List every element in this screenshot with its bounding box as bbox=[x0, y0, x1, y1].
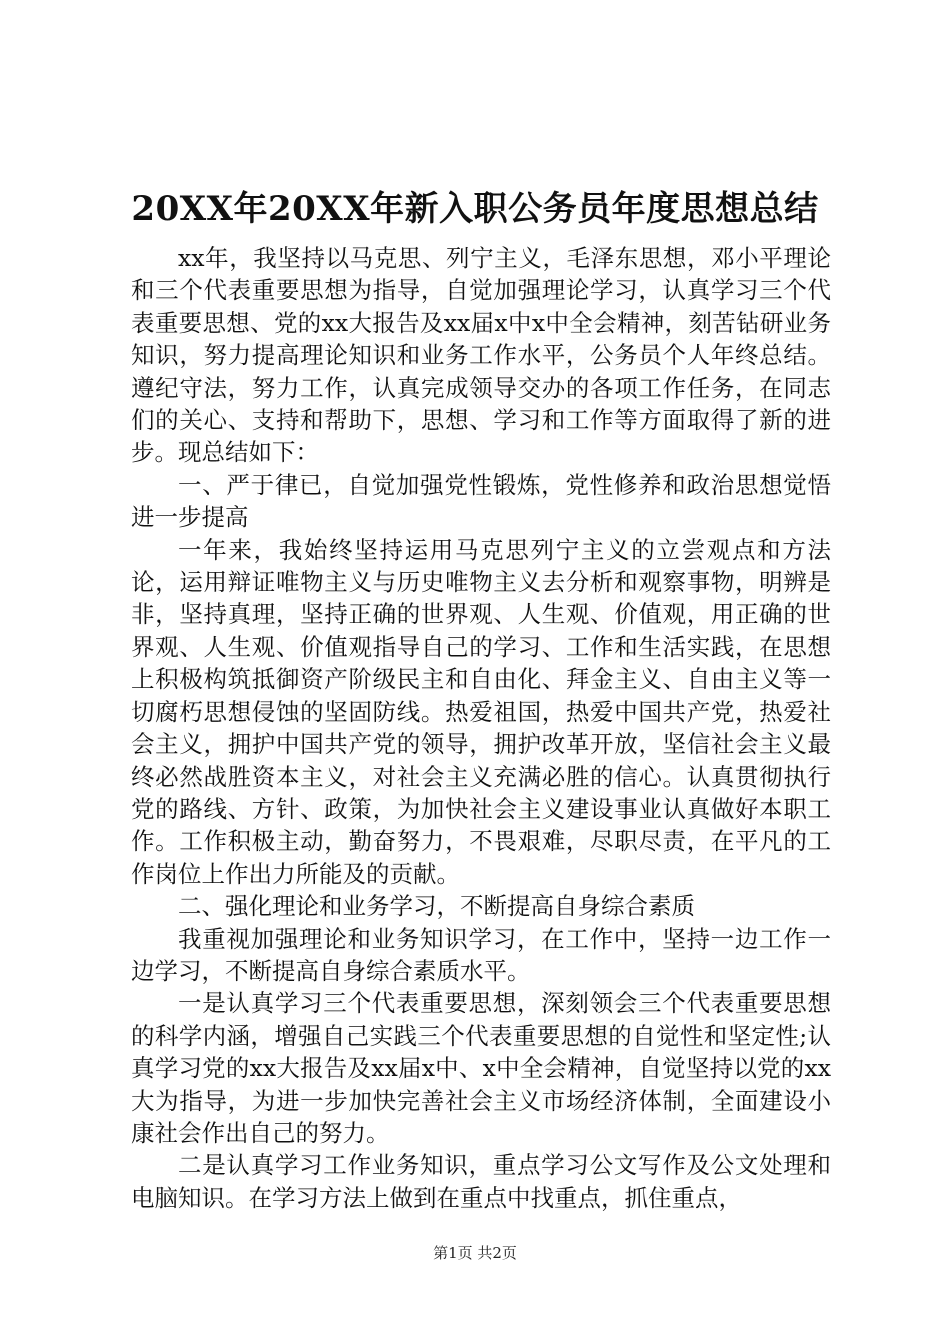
section-heading-1: 一、严于律已，自觉加强党性锻炼，党性修养和政治思想觉悟进一步提高 bbox=[131, 470, 831, 532]
section-heading-2: 二、强化理论和业务学习，不断提高自身综合素质 bbox=[178, 892, 695, 921]
paragraph-section-1: 一年来，我始终坚持运用马克思列宁主义的立尝观点和方法论，运用辩证唯物主义与历史唯物主义去分析和观察事物，明辨是非，坚持真理，坚持正确的世界观、人生观、价值观，用正确的世界观、人生观、价值观指导自己的学习、工作和生活实践，在思想上积极构筑抵御资产阶级民主和自由化、拜金主义、自由主义等一切腐朽思想侵蚀的坚固防线。热爱祖国，热爱中国共产党，热爱社会主义，拥护中国共产党的领导，拥护改革开放，坚信社会主义最终必然战胜资本主义，对社会主义充满必胜的信心。认真贯彻执行党的路线、方针、政策，为加快社会主义建设事业认真做好本职工作。工作积极主动，勤奋努力，不畏艰难，尽职尽责，在平凡的工作岗位上作出力所能及的贡献。 bbox=[131, 535, 831, 888]
paragraph-intro: xx年，我坚持以马克思、列宁主义，毛泽东思想，邓小平理论和三个代表重要思想为指导，自觉加强理论学习，认真学习三个代表重要思想、党的xx大报告及xx届x中x中全会精神，刻苦钻研业务知识，努力提高理论知识和业务工作水平，公务员个人年终总结。遵纪守法，努力工作，认真完成领导交办的各项工作任务，在同志们的关心、支持和帮助下，思想、学习和工作等方面取得了新的进步。现总结如下： bbox=[131, 244, 831, 467]
document-body bbox=[131, 242, 831, 1214]
document-title: 20XX年20XX年新入职公务员年度思想总结 bbox=[131, 189, 819, 229]
paragraph-point-1: 一是认真学习三个代表重要思想，深刻领会三个代表重要思想的科学内涵，增强自己实践三个代表重要思想的自觉性和坚定性;认真学习党的xx大报告及xx届x中、x中全会精神，自觉坚持以党的xx大为指导，为进一步加快完善社会主义市场经济体制，全面建设小康社会作出自己的努力。 bbox=[131, 989, 831, 1147]
page-footer bbox=[0, 1242, 950, 1264]
page-number-indicator: 第1页 共2页 bbox=[433, 1244, 517, 1262]
paragraph-section-2-intro: 我重视加强理论和业务知识学习，在工作中，坚持一边工作一边学习，不断提高自身综合素质水平。 bbox=[131, 924, 831, 985]
paragraph-point-2: 二是认真学习工作业务知识，重点学习公文写作及公文处理和电脑知识。在学习方法上做到在重点中找重点，抓住重点， bbox=[131, 1151, 831, 1212]
